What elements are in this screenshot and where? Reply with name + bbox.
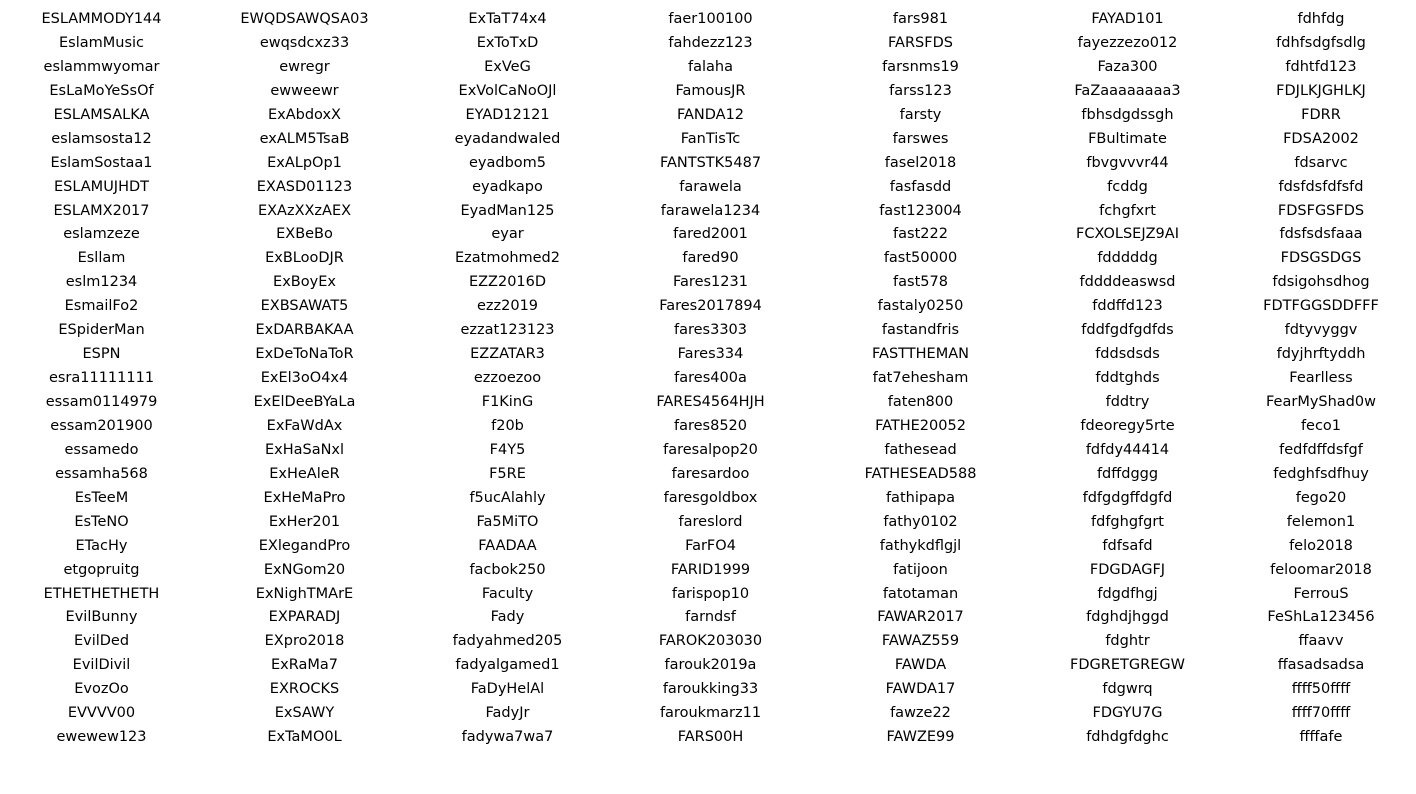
username-cell: fares8520 xyxy=(673,417,747,434)
username-cell: fared2001 xyxy=(673,226,748,243)
username-cell: eslm1234 xyxy=(65,274,138,291)
username-cell: ESLAMSALKA xyxy=(53,106,150,123)
username-cell: FAWDA xyxy=(894,657,947,674)
username-cell: eslamzeze xyxy=(63,226,140,243)
username-cell: farawela xyxy=(679,178,742,195)
username-cell: esra11111111 xyxy=(48,370,155,387)
username-cell: FARS00H xyxy=(677,729,744,746)
username-cell: F5RE xyxy=(489,465,526,482)
username-cell: fdtyvyggv xyxy=(1284,322,1358,339)
username-cell: fat7ehesham xyxy=(872,370,969,387)
username-cell: ExElDeeBYaLa xyxy=(253,394,356,410)
username-column-1 xyxy=(0,8,203,750)
username-cell: FARSFDS xyxy=(888,34,953,51)
username-cell: fdffdggg xyxy=(1096,465,1159,482)
username-cell: EWQDSAWQSA03 xyxy=(240,11,369,27)
username-cell: fdhfsdgfsdlg xyxy=(1276,34,1366,51)
username-cell: fathy0102 xyxy=(883,513,958,530)
username-cell: fdfgdgffdgfd xyxy=(1082,489,1173,506)
username-cell: ffaavv xyxy=(1298,633,1344,650)
username-cell: fast123004 xyxy=(879,202,962,219)
username-cell: felo2018 xyxy=(1289,537,1353,554)
username-cell: FaDyHelAl xyxy=(470,681,545,698)
username-cell: EXpro2018 xyxy=(264,633,345,650)
username-cell: fdsfdsfdfsfd xyxy=(1278,178,1364,195)
username-cell: farndsf xyxy=(685,609,736,626)
username-cell: FAWAR2017 xyxy=(877,609,964,626)
username-cell: fathykdflgjl xyxy=(879,537,962,554)
username-cell: FANTSTK5487 xyxy=(659,154,762,171)
username-cell: ExFaWdAx xyxy=(266,417,343,434)
username-cell: EXlegandPro xyxy=(258,537,351,554)
username-cell: fatijoon xyxy=(893,561,948,578)
username-cell: FBultimate xyxy=(1088,130,1167,147)
username-cell: ExBLooDJR xyxy=(265,250,344,267)
username-cell: fasfasdd xyxy=(889,178,952,195)
username-cell: fedfdffdsfgf xyxy=(1279,441,1363,458)
username-cell: fddsdsds xyxy=(1095,346,1160,363)
username-cell: fddtghds xyxy=(1095,370,1160,387)
username-cell: farss123 xyxy=(889,82,952,99)
username-cell: Faculty xyxy=(481,585,534,602)
username-cell: fdfdy44414 xyxy=(1085,441,1170,458)
username-cell: FDTFGGSDDFFF xyxy=(1263,298,1379,315)
username-cell: FAROK203030 xyxy=(658,633,763,650)
username-cell: fcddg xyxy=(1107,178,1148,195)
username-cell: ExAbdoxX xyxy=(267,106,341,123)
username-cell: fdhfdg xyxy=(1297,11,1345,27)
username-cell: ffff70ffff xyxy=(1291,705,1351,722)
username-cell: EsTeeM xyxy=(74,489,129,506)
username-cell: facbok250 xyxy=(469,561,546,578)
username-cell: Fares334 xyxy=(677,346,744,363)
username-cell: fared90 xyxy=(682,250,739,267)
username-cell: ExVeG xyxy=(484,58,531,75)
username-cell: fdhtfd123 xyxy=(1285,58,1357,75)
username-cell: feco1 xyxy=(1300,417,1342,434)
username-cell: feloomar2018 xyxy=(1270,561,1372,578)
username-cell: FASTTHEMAN xyxy=(872,346,969,363)
username-cell: fedghfsdfhuy xyxy=(1273,465,1369,482)
username-cell: eslamsosta12 xyxy=(51,130,152,147)
username-column-3 xyxy=(406,8,609,750)
username-cell: ExALpOp1 xyxy=(267,154,342,171)
username-cell: FaZaaaaaaaa3 xyxy=(1074,82,1181,99)
username-cell: FDSA2002 xyxy=(1283,130,1359,147)
username-cell: fdeoregy5rte xyxy=(1080,417,1175,434)
username-cell: fdsigohsdhog xyxy=(1272,274,1370,291)
username-cell: FAADAA xyxy=(478,537,537,554)
username-cell: ExHaSaNxl xyxy=(264,441,345,458)
username-cell: f5ucAlahly xyxy=(469,489,546,506)
username-cell: FDJLKJGHLKJ xyxy=(1276,82,1366,99)
username-cell: EYAD12121 xyxy=(465,106,550,123)
username-cell: EvozOo xyxy=(74,681,129,698)
username-column-6 xyxy=(1029,8,1226,750)
username-cell: FerrouS xyxy=(1293,585,1349,602)
username-cell: FAWZE99 xyxy=(886,729,955,746)
username-cell: ESLAMMODY144 xyxy=(41,11,162,27)
username-cell: fddtry xyxy=(1105,394,1150,410)
username-cell: ewregr xyxy=(279,58,330,75)
username-cell: eyadandwaled xyxy=(454,130,561,147)
username-cell: fares400a xyxy=(674,370,747,387)
username-cell: essam0114979 xyxy=(45,394,158,410)
username-cell: ExTaMO0L xyxy=(267,729,342,746)
username-cell: EvilDed xyxy=(73,633,130,650)
username-cell: ExVolCaNoOJl xyxy=(458,82,557,99)
username-cell: farouk2019a xyxy=(664,657,757,674)
username-cell: Faza300 xyxy=(1097,58,1158,75)
username-cell: EXROCKS xyxy=(269,681,340,698)
username-cell: etgopruitg xyxy=(63,561,140,578)
username-cell: fahdezz123 xyxy=(668,34,753,51)
username-cell: ExDeToNaToR xyxy=(255,346,354,363)
username-cell: faresalpop20 xyxy=(663,441,758,458)
username-cell: EsLaMoYeSsOf xyxy=(49,82,154,99)
username-column-4 xyxy=(609,8,812,750)
username-cell: ETacHy xyxy=(75,537,128,554)
username-cell: essamha568 xyxy=(55,465,148,482)
username-cell: FDSGSDGS xyxy=(1280,250,1362,267)
username-cell: ExHeAleR xyxy=(269,465,340,482)
username-cell: FATHESEAD588 xyxy=(864,465,977,482)
username-cell: essam201900 xyxy=(50,417,153,434)
username-cell: farawela1234 xyxy=(660,202,761,219)
username-cell: ESLAMX2017 xyxy=(53,202,150,219)
username-cell: Fady xyxy=(490,609,525,626)
username-cell: fdgwrq xyxy=(1102,681,1153,698)
username-cell: FanTisTc xyxy=(680,130,741,147)
username-column-2 xyxy=(203,8,406,750)
username-cell: EZZATAR3 xyxy=(470,346,545,363)
username-cell: ExNighTMArE xyxy=(255,585,354,602)
username-column-7 xyxy=(1226,8,1416,750)
username-cell: fdghdjhggd xyxy=(1086,609,1169,626)
username-cell: FAYAD101 xyxy=(1091,11,1164,27)
username-cell: fdsfsdsfaaa xyxy=(1279,226,1363,243)
username-cell: fasel2018 xyxy=(884,154,957,171)
username-cell: fatotaman xyxy=(882,585,959,602)
username-cell: F1KinG xyxy=(481,394,534,410)
username-cell: Fearlless xyxy=(1289,370,1353,387)
username-cell: ezz2019 xyxy=(476,298,539,315)
username-cell: eslammwyomar xyxy=(43,58,160,75)
username-cell: ExTaT74x4 xyxy=(468,11,547,27)
username-cell: fadywa7wa7 xyxy=(461,729,554,746)
username-cell: EXBSAWAT5 xyxy=(260,298,349,315)
username-cell: ewewew123 xyxy=(56,729,147,746)
username-cell: EslamMusic xyxy=(58,34,144,51)
username-cell: ExNGom20 xyxy=(263,561,346,578)
username-cell: FadyJr xyxy=(485,705,530,722)
username-cell: FARID1999 xyxy=(670,561,751,578)
username-cell: fbhsdgdssgh xyxy=(1081,106,1174,123)
username-cell: fdfghgfgrt xyxy=(1091,513,1164,530)
username-cell: ExBoyEx xyxy=(273,274,336,291)
username-cell: faroukmarz11 xyxy=(659,705,762,722)
username-cell: fdhdgfdghc xyxy=(1086,729,1169,746)
username-cell: ETHETHETHETH xyxy=(43,585,160,602)
username-cell: FDGYU7G xyxy=(1092,705,1163,722)
username-cell: FAWDA17 xyxy=(885,681,956,698)
username-cell: fddddeaswsd xyxy=(1079,274,1176,291)
username-cell: felemon1 xyxy=(1286,513,1356,530)
username-cell: farispop10 xyxy=(671,585,750,602)
username-cell: fareslord xyxy=(678,513,743,530)
username-cell: EsTeNO xyxy=(74,513,129,530)
username-cell: Fa5MiTO xyxy=(476,513,539,530)
username-cell: ffffafe xyxy=(1299,729,1343,746)
username-cell: Fares2017894 xyxy=(659,298,762,315)
username-cell: fars981 xyxy=(892,11,949,27)
username-cell: EXPARADJ xyxy=(268,609,341,626)
username-cell: farsnms19 xyxy=(882,58,959,75)
username-cell: EvilBunny xyxy=(65,609,138,626)
username-cell: fdyjhrftyddh xyxy=(1276,346,1366,363)
username-cell: FANDA12 xyxy=(676,106,745,123)
username-cell: ezzat123123 xyxy=(460,322,555,339)
username-cell: FDGRETGREGW xyxy=(1070,657,1185,674)
username-cell: fawze22 xyxy=(890,705,951,722)
username-cell: fast50000 xyxy=(883,250,958,267)
username-cell: essamedo xyxy=(64,441,139,458)
username-cell: fddfgdfgdfds xyxy=(1081,322,1174,339)
username-cell: fathesead xyxy=(884,441,957,458)
username-cell: fayezzezo012 xyxy=(1077,34,1178,51)
username-cell: FarFO4 xyxy=(685,537,736,554)
username-cell: EZZ2016D xyxy=(468,274,547,291)
username-cell: fadyahmed205 xyxy=(452,633,563,650)
username-cell: EslamSostaa1 xyxy=(50,154,153,171)
username-cell: ESpiderMan xyxy=(58,322,145,339)
username-cell: fastaly0250 xyxy=(877,298,964,315)
username-cell: fddffd123 xyxy=(1092,298,1163,315)
username-cell: farswes xyxy=(892,130,949,147)
username-cell: EvilDivil xyxy=(72,657,131,674)
username-cell: EXBeBo xyxy=(276,226,333,243)
username-cell: ewqsdcxz33 xyxy=(259,34,350,51)
username-cell: ffff50ffff xyxy=(1291,681,1351,698)
username-cell: fares3303 xyxy=(673,322,747,339)
username-cell: FamousJR xyxy=(675,82,746,99)
username-cell: fdghtr xyxy=(1105,633,1150,650)
username-cell: fdddddg xyxy=(1097,250,1158,267)
username-cell: EXASD01123 xyxy=(256,178,353,195)
username-cell: FearMyShad0w xyxy=(1266,394,1376,410)
username-cell: fchgfxrt xyxy=(1099,202,1156,219)
username-cell: ExToTxD xyxy=(476,34,539,51)
username-cell: FATHE20052 xyxy=(875,417,966,434)
username-cell: falaha xyxy=(688,58,733,75)
username-cell: farsty xyxy=(899,106,942,123)
username-cell: faten800 xyxy=(887,394,954,410)
username-cell: fdsarvc xyxy=(1294,154,1348,171)
username-cell: FAWAZ559 xyxy=(881,633,960,650)
username-cell: Fares1231 xyxy=(673,274,748,291)
username-cell: EXAzXXzAEX xyxy=(257,202,352,219)
username-cell: ExRaMa7 xyxy=(270,657,338,674)
username-cell: fadyalgamed1 xyxy=(455,657,560,674)
username-cell: fathipapa xyxy=(885,489,956,506)
username-cell: FARES4564HJH xyxy=(656,394,765,410)
username-cell: ExSAWY xyxy=(274,705,335,722)
username-cell: EVVVV00 xyxy=(67,705,136,722)
username-cell: ewweewr xyxy=(270,82,339,99)
username-list-grid xyxy=(0,8,1416,750)
username-cell: fdfsafd xyxy=(1102,537,1153,554)
username-cell: FeShLa123456 xyxy=(1267,609,1375,626)
username-column-5 xyxy=(812,8,1029,750)
username-cell: faresgoldbox xyxy=(663,489,758,506)
username-cell: f20b xyxy=(491,417,524,434)
username-cell: EyadMan125 xyxy=(460,202,555,219)
username-cell: fego20 xyxy=(1295,489,1347,506)
username-cell: ezzoezoo xyxy=(473,370,542,387)
username-cell: ESPN xyxy=(82,346,121,363)
username-cell: eyadbom5 xyxy=(468,154,547,171)
username-cell: exALM5TsaB xyxy=(259,130,350,147)
username-cell: faer100100 xyxy=(668,11,753,27)
username-cell: ExEl3oO4x4 xyxy=(260,370,349,387)
username-cell: ExHeMaPro xyxy=(263,489,346,506)
username-cell: fbvgvvvr44 xyxy=(1086,154,1169,171)
username-cell: F4Y5 xyxy=(489,441,526,458)
username-cell: FDGDAGFJ xyxy=(1089,561,1166,578)
username-cell: eyar xyxy=(491,226,524,243)
username-cell: FDSFGSFDS xyxy=(1277,202,1365,219)
username-cell: fdgdfhgj xyxy=(1097,585,1158,602)
username-cell: Esllam xyxy=(77,250,126,267)
username-cell: fast222 xyxy=(893,226,948,243)
username-cell: faroukking33 xyxy=(662,681,759,698)
username-cell: ESLAMUJHDT xyxy=(53,178,150,195)
username-cell: FDRR xyxy=(1301,106,1341,123)
username-cell: fast578 xyxy=(893,274,948,291)
username-cell: ExDARBAKAA xyxy=(255,322,354,339)
username-cell: Ezatmohmed2 xyxy=(454,250,560,267)
username-cell: ExHer201 xyxy=(268,513,341,530)
username-cell: ffasadsadsa xyxy=(1277,657,1365,674)
username-cell: faresardoo xyxy=(671,465,750,482)
username-cell: FCXOLSEJZ9AI xyxy=(1076,226,1179,243)
username-cell: EsmailFo2 xyxy=(64,298,139,315)
username-cell: fastandfris xyxy=(881,322,960,339)
username-cell: eyadkapo xyxy=(472,178,543,195)
